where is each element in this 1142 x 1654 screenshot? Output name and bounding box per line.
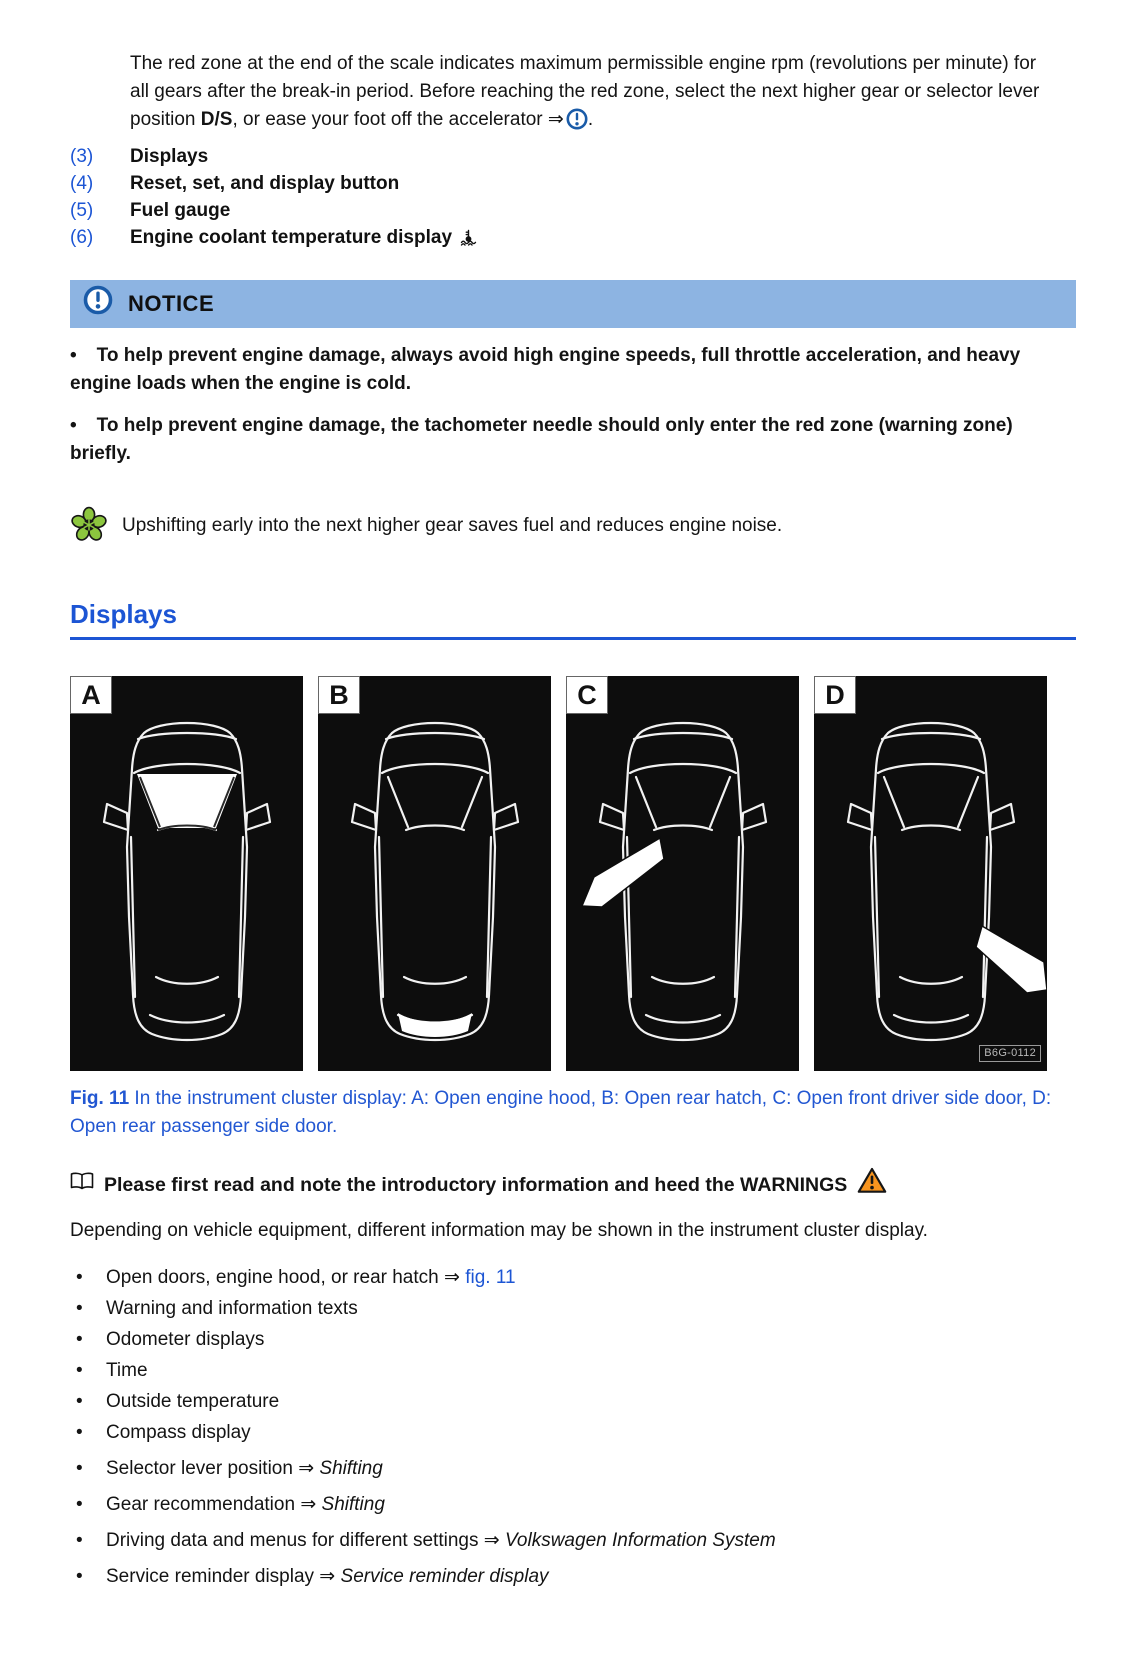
- warning-triangle-icon: [857, 1167, 887, 1203]
- notice-title: NOTICE: [128, 291, 215, 316]
- figure-panel-b: [318, 676, 551, 1071]
- bullet-icon: •: [76, 1458, 83, 1479]
- bullet-icon: •: [76, 1566, 83, 1587]
- bullet-icon: •: [70, 345, 77, 366]
- section-heading-displays: Displays: [70, 599, 1076, 640]
- list-item-open-doors: [70, 1263, 1076, 1292]
- figure-caption-number: Fig. 11: [70, 1088, 130, 1109]
- bullet-icon: •: [76, 1360, 83, 1381]
- caution-circle-icon: [566, 108, 588, 139]
- legend-item-displays: [70, 143, 1076, 170]
- car-diagram-open-rear-passenger-door: [814, 676, 1047, 1071]
- legend-label: Reset, set, and display button: [130, 173, 400, 194]
- tip-text: Upshifting early into the next higher gear saves fuel and reduces engine noise.: [122, 515, 783, 536]
- list-item-reference: Shifting: [319, 1458, 383, 1479]
- list-item-text: Service reminder display ⇒: [106, 1566, 341, 1587]
- notice-box: [70, 280, 1076, 468]
- legend-number: (5): [70, 200, 94, 221]
- intro-text-1: The red zone at the end of the scale indicates maximum permissible engine rpm (revolutions per minute) for all gears after the break-in period. Before reaching the red zone, select the next higher gear or selector lever position: [130, 53, 1040, 130]
- list-item-time: [70, 1356, 1076, 1385]
- bullet-icon: •: [76, 1494, 83, 1515]
- display-list: [70, 1263, 1076, 1591]
- bullet-icon: •: [76, 1391, 83, 1412]
- list-item-selector-lever: [70, 1454, 1076, 1483]
- intro-period: .: [587, 109, 594, 130]
- legend-label: Fuel gauge: [130, 200, 231, 221]
- book-icon: [70, 1171, 94, 1199]
- bullet-icon: •: [76, 1267, 83, 1288]
- list-item-reference: Service reminder display: [340, 1566, 549, 1587]
- figure-panel-a: [70, 676, 303, 1071]
- panel-label-a: A: [70, 676, 112, 714]
- list-item-text: Warning and information texts: [106, 1298, 358, 1319]
- figure-caption-text: In the instrument cluster display: A: Open engine hood, B: Open rear hatch, C: Open front driver side door, D: Open rear passenger side door.: [70, 1088, 1052, 1137]
- figure-panel-c: [566, 676, 799, 1071]
- bullet-icon: •: [76, 1530, 83, 1551]
- intro-text-2: , or ease your foot off the accelerator ⇒: [232, 109, 564, 130]
- list-item-reference: Volkswagen Information System: [504, 1530, 776, 1551]
- panel-label-b: B: [318, 676, 360, 714]
- legend-label: [130, 224, 477, 254]
- legend-item-coolant-temp: [70, 224, 1076, 254]
- list-item-text: Gear recommendation ⇒: [106, 1494, 322, 1515]
- intro-paragraph: [130, 50, 1040, 139]
- notice-exclamation-icon: [82, 284, 114, 325]
- read-note-text: Please first read and note the introductory information and heed the WARNINGS: [104, 1174, 848, 1196]
- notice-bullet-1-text: To help prevent engine damage, always avoid high engine speeds, full throttle acceleration, and heavy engine loads when the engine is cold.: [70, 345, 1021, 394]
- figure-instrument-cluster-display: [70, 676, 1047, 1071]
- list-item-text: Compass display: [106, 1422, 251, 1443]
- list-item-text: Outside temperature: [106, 1391, 280, 1412]
- intro-ds-bold: D/S: [200, 109, 233, 130]
- notice-header: [70, 280, 1076, 328]
- legend-label-text: Engine coolant temperature display: [130, 227, 453, 248]
- figure-caption: [70, 1085, 1070, 1141]
- bullet-icon: •: [76, 1422, 83, 1443]
- notice-bullet-1: [70, 342, 1076, 398]
- legend-number: (4): [70, 173, 94, 194]
- list-item-text: Time: [106, 1360, 148, 1381]
- panel-label-d: D: [814, 676, 856, 714]
- legend-label: Displays: [130, 146, 209, 167]
- list-item-text: Selector lever position ⇒: [106, 1458, 320, 1479]
- list-item-outside-temperature: [70, 1387, 1076, 1416]
- legend-number: (6): [70, 227, 94, 248]
- list-item-gear-recommendation: [70, 1490, 1076, 1519]
- bullet-icon: •: [70, 415, 77, 436]
- car-diagram-open-rear-hatch: [318, 676, 551, 1071]
- clover-icon: [70, 506, 108, 553]
- equipment-note: Depending on vehicle equipment, different information may be shown in the instrument cluster display.: [70, 1220, 928, 1241]
- list-item-driving-data: [70, 1526, 1076, 1555]
- list-item-text: Open doors, engine hood, or rear hatch ⇒: [106, 1267, 466, 1288]
- figure-panel-d: [814, 676, 1047, 1071]
- bullet-icon: •: [76, 1298, 83, 1319]
- figure-code: B6G-0112: [979, 1045, 1041, 1062]
- read-note: [70, 1167, 1076, 1203]
- panel-label-c: C: [566, 676, 608, 714]
- notice-bullet-2-text: To help prevent engine damage, the tachometer needle should only enter the red zone (warning zone) briefly.: [70, 415, 1013, 464]
- list-item-text: Driving data and menus for different settings ⇒: [106, 1530, 505, 1551]
- legend-item-reset-button: [70, 170, 1076, 197]
- car-diagram-open-hood: [70, 676, 303, 1071]
- list-item-compass: [70, 1418, 1076, 1447]
- coolant-temperature-icon: [460, 227, 477, 254]
- list-item-reference: Shifting: [321, 1494, 385, 1515]
- list-item-odometer: [70, 1325, 1076, 1354]
- list-item-service-reminder: [70, 1562, 1076, 1591]
- fig-11-link[interactable]: fig. 11: [465, 1267, 516, 1288]
- car-diagram-open-driver-door: [566, 676, 799, 1071]
- legend-item-fuel-gauge: [70, 197, 1076, 224]
- list-item-text: Odometer displays: [106, 1329, 265, 1350]
- bullet-icon: •: [76, 1329, 83, 1350]
- legend-number: (3): [70, 146, 94, 167]
- eco-tip: [70, 506, 1076, 553]
- notice-bullet-2: [70, 412, 1076, 468]
- list-item-warning-texts: [70, 1294, 1076, 1323]
